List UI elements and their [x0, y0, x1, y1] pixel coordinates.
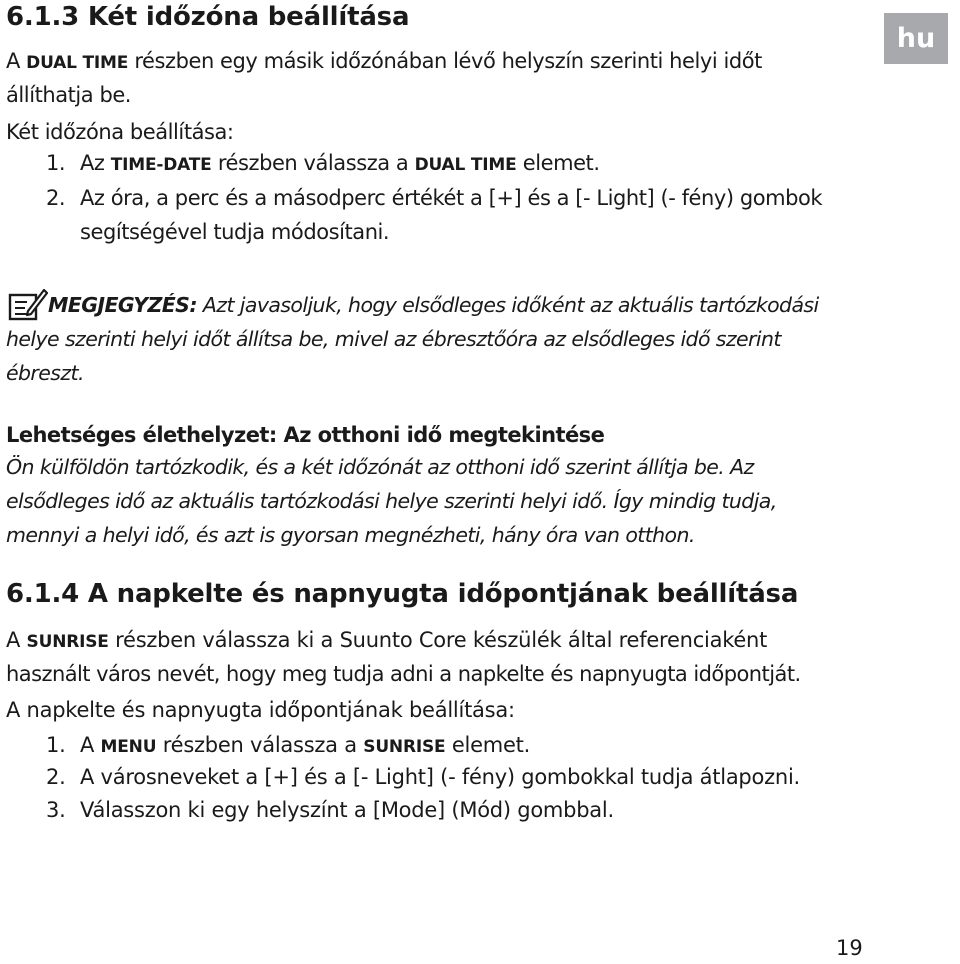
- keyword-sunrise: SUNRISE: [26, 632, 109, 652]
- scenario-title: Lehetséges élethelyzet: Az otthoni idő megtekintése: [6, 423, 605, 447]
- section1-setup-label: Két időzóna beállítása:: [6, 120, 234, 144]
- note-line3: ébreszt.: [6, 361, 84, 385]
- note-text: Azt javasoljuk, hogy elsődleges időként az aktuális tartózkodási: [196, 293, 819, 317]
- note-line2: helye szerinti helyi időt állítsa be, mivel az ébresztőóra az elsődleges idő szerint: [6, 327, 781, 351]
- keyword-dual-time: DUAL TIME: [414, 155, 517, 175]
- section1-intro-line1: [6, 46, 762, 78]
- list-item-text: Az óra, a perc és a másodperc értékét a [+] és a [- Light] (- fény) gombok: [80, 186, 823, 210]
- language-tab: hu: [884, 13, 948, 64]
- list-item-text: A városneveket a [+] és a [- Light] (- fény) gombokkal tudja átlapozni.: [80, 765, 800, 789]
- intro-text: részben egy másik időzónában lévő helyszín szerinti helyi időt: [128, 49, 762, 73]
- list-item-text-continued: segítségével tudja módosítani.: [80, 220, 390, 244]
- keyword-sunrise: SUNRISE: [363, 737, 446, 757]
- section2-intro-line1: [6, 625, 767, 657]
- scenario-line: mennyi a helyi idő, és azt is gyorsan megnézheti, hány óra van otthon.: [6, 523, 695, 547]
- section-heading-dual-time: 6.1.3 Két időzóna beállítása: [6, 2, 410, 32]
- list-item-text: Az TIME-DATE részben válassza a DUAL TIME elemet.: [80, 151, 600, 175]
- list-number: 3.: [46, 798, 66, 822]
- note-pencil-icon: [8, 287, 48, 323]
- list-number: 2.: [46, 765, 66, 789]
- page-number: 19: [836, 936, 863, 960]
- intro-prefix: A: [6, 628, 27, 652]
- keyword-menu: MENU: [100, 737, 157, 757]
- section2-intro-line2: használt város nevét, hogy meg tudja adni a napkelte és napnyugta időpontját.: [6, 662, 801, 686]
- scenario-line: elsődleges idő az aktuális tartózkodási helye szerinti helyi idő. Így mindig tudja,: [6, 489, 777, 513]
- section2-setup-label: A napkelte és napnyugta időpontjának beállítása:: [6, 698, 515, 722]
- section1-intro-line2: állíthatja be.: [6, 83, 132, 107]
- keyword-time-date: TIME-DATE: [110, 155, 212, 175]
- scenario-line: Ön külföldön tartózkodik, és a két időzónát az otthoni idő szerint állítja be. Az: [6, 455, 754, 479]
- note-label: MEGJEGYZÉS:: [48, 293, 197, 317]
- list-number: 2.: [46, 186, 66, 210]
- keyword-dual-time: DUAL TIME: [26, 53, 129, 73]
- section-heading-sunrise: 6.1.4 A napkelte és napnyugta időpontjának beállítása: [6, 579, 799, 609]
- list-item-text: A MENU részben válassza a SUNRISE elemet.: [80, 733, 531, 757]
- list-number: 1.: [46, 733, 66, 757]
- list-number: 1.: [46, 151, 66, 175]
- intro-text: részben válassza ki a Suunto Core készülék által referenciaként: [108, 628, 768, 652]
- intro-prefix: A: [6, 49, 27, 73]
- list-item-text: Válasszon ki egy helyszínt a [Mode] (Mód) gombbal.: [80, 798, 614, 822]
- note-line1: [48, 290, 819, 320]
